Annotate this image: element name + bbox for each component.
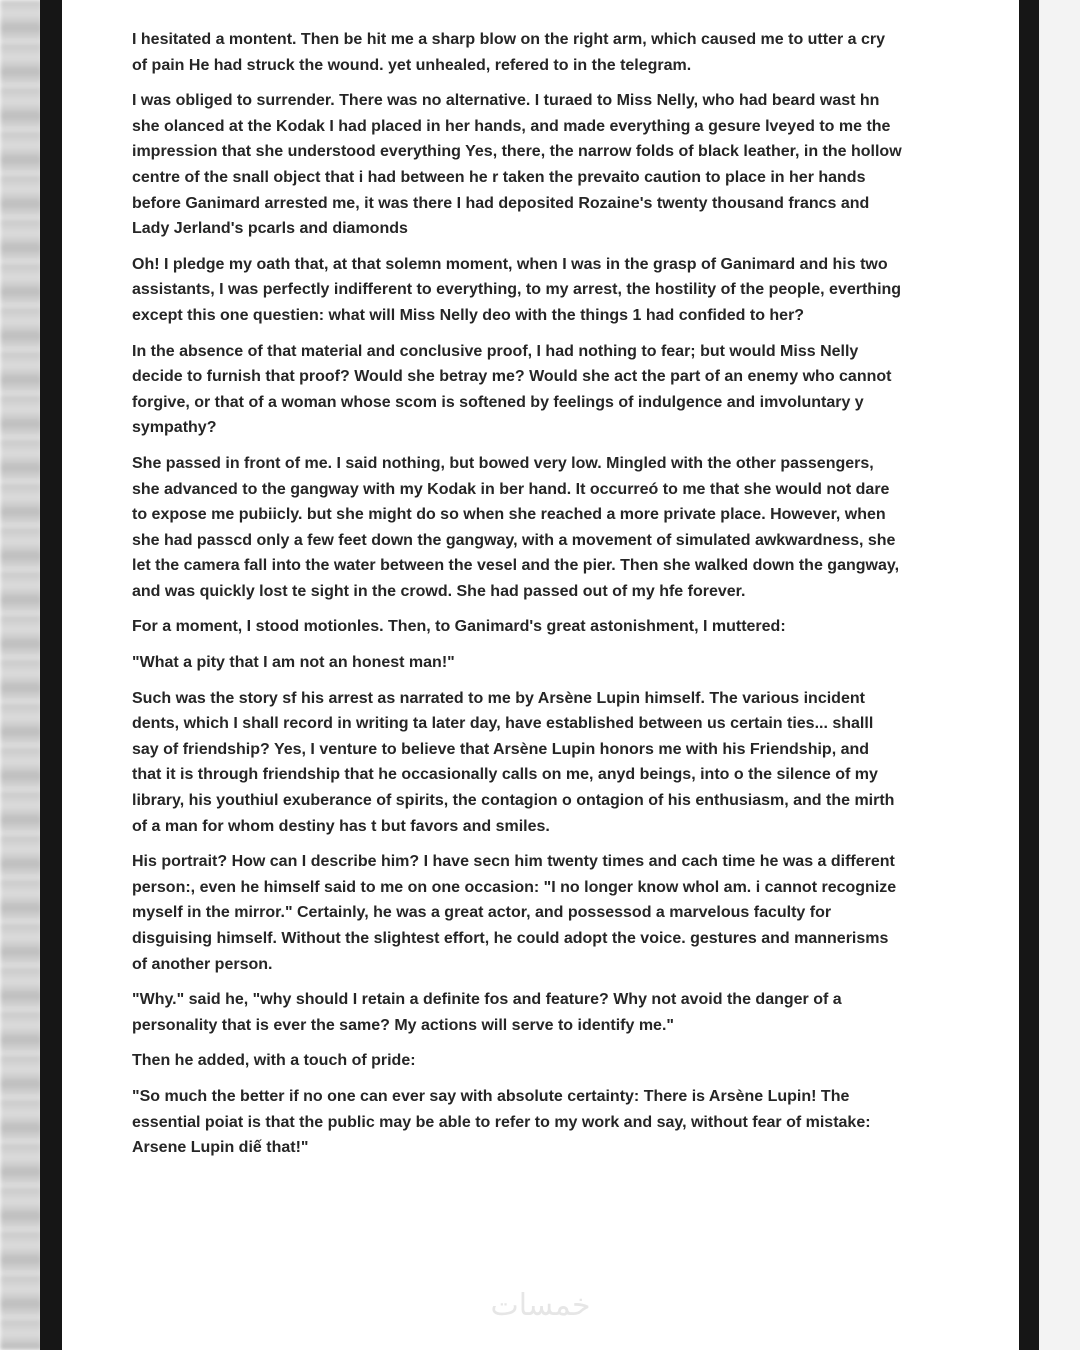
- blurred-left-margin: [0, 0, 42, 1350]
- paragraph-11: Then he added, with a touch of pride:: [132, 1052, 416, 1070]
- paragraph-10: "Why." said he, "why should I retain a definite fos and feature? Why not avoid the danger of a personality that is ever the same? My actions will serve to identify me.": [132, 991, 842, 1034]
- right-border-bar: [1019, 0, 1039, 1350]
- left-border-bar: [40, 0, 62, 1350]
- document-page: [62, 0, 1019, 1350]
- paragraph-6: For a moment, I stood motionles. Then, to Ganimard's great astonishment, I muttered:: [132, 618, 786, 636]
- paragraph-7: "What a pity that I am not an honest man!": [132, 654, 455, 672]
- paragraph-1: I hesitated a montent. Then be hit me a sharp blow on the right arm, which caused me to utter a cry of pain He had struck the wound. yet unhealed, refered to in the telegram.: [132, 31, 886, 74]
- document-text: [132, 27, 902, 1171]
- paragraph-5: She passed in front of me. I said nothing, but bowed very low. Mingled with the other passengers, she advanced to the gangway with my Kodak in ber hand. It occurreó to me that she would not dare to expose me pubiicly. but she might do so when she reached a more private place. However, when she had passcd only a few feet down the gangway, with a movement of simulated awkwardness, she let the camera fall into the water between the vesel and the pier. Then she walked down the gangway, and was quickly lost te sight in the crowd. She had passed out of my hfe forever.: [132, 454, 900, 600]
- paragraph-9: His portrait? How can I describe him? I have secn him twenty times and cach time he was a different person:, even he himself said to me on one occasion: "I no longer know whol am. i cannot recognize myself in the mirror." Certainly, he was a great actor, and possessod a marvelous faculty for disguising himself. Without the slightest effort, he could adopt the voice. gestures and mannerisms of another person.: [132, 853, 897, 973]
- watermark-logo: خمسات: [490, 1288, 591, 1323]
- paragraph-12: "So much the better if no one can ever say with absolute certainty: There is Arsène Lupin! The essential poiat is that the public may be able to refer to my work and say, without fear of mistake: Arsene Lupin diế that!": [132, 1087, 871, 1157]
- right-margin: [1039, 0, 1080, 1350]
- paragraph-8: Such was the story sf his arrest as narrated to me by Arsène Lupin himself. The various incident dents, which I shall record in writing ta later day, have established between us certain ties... shalll say of friendship? Yes, I venture to believe that Arsène Lupin honors me with his Friendship, and that it is through friendship that he occasionally calls on me, anyd beings, into o the silence of my library, his youthiul exuberance of spirits, the contagion o ontagion of his enthusiasm, and the mirth of a man for whom destiny has t but favors and smiles.: [132, 689, 895, 835]
- paragraph-2: I was obliged to surrender. There was no alternative. I turaed to Miss Nelly, who had beard wast hn she olanced at the Kodak I had placed in her hands, and made everything a gesure lveyed to me the impression that she understood everything Yes, there, the narrow folds of black leather, in the hollow centre of the snall object that i had between he r taken the prevaito caution to place in her hands before Ganimard arrested me, it was there I had deposited Rozaine's twenty thousand francs and Lady Jerland's pcarls and diamonds: [132, 92, 902, 238]
- paragraph-3: Oh! I pledge my oath that, at that solemn moment, when I was in the grasp of Ganimard and his two assistants, I was perfectly indifferent to everything, to my arrest, the hostility of the people, everthing except this one questien: what will Miss Nelly deo with the things 1 had confided to her?: [132, 255, 902, 324]
- paragraph-4: In the absence of that material and conclusive proof, I had nothing to fear; but would Miss Nelly decide to furnish that proof? Would she betray me? Would she act the part of an enemy who cannot forgive, or that of a woman whose scom is softened by feelings of indulgence and imvoluntary y sympathy?: [132, 342, 892, 437]
